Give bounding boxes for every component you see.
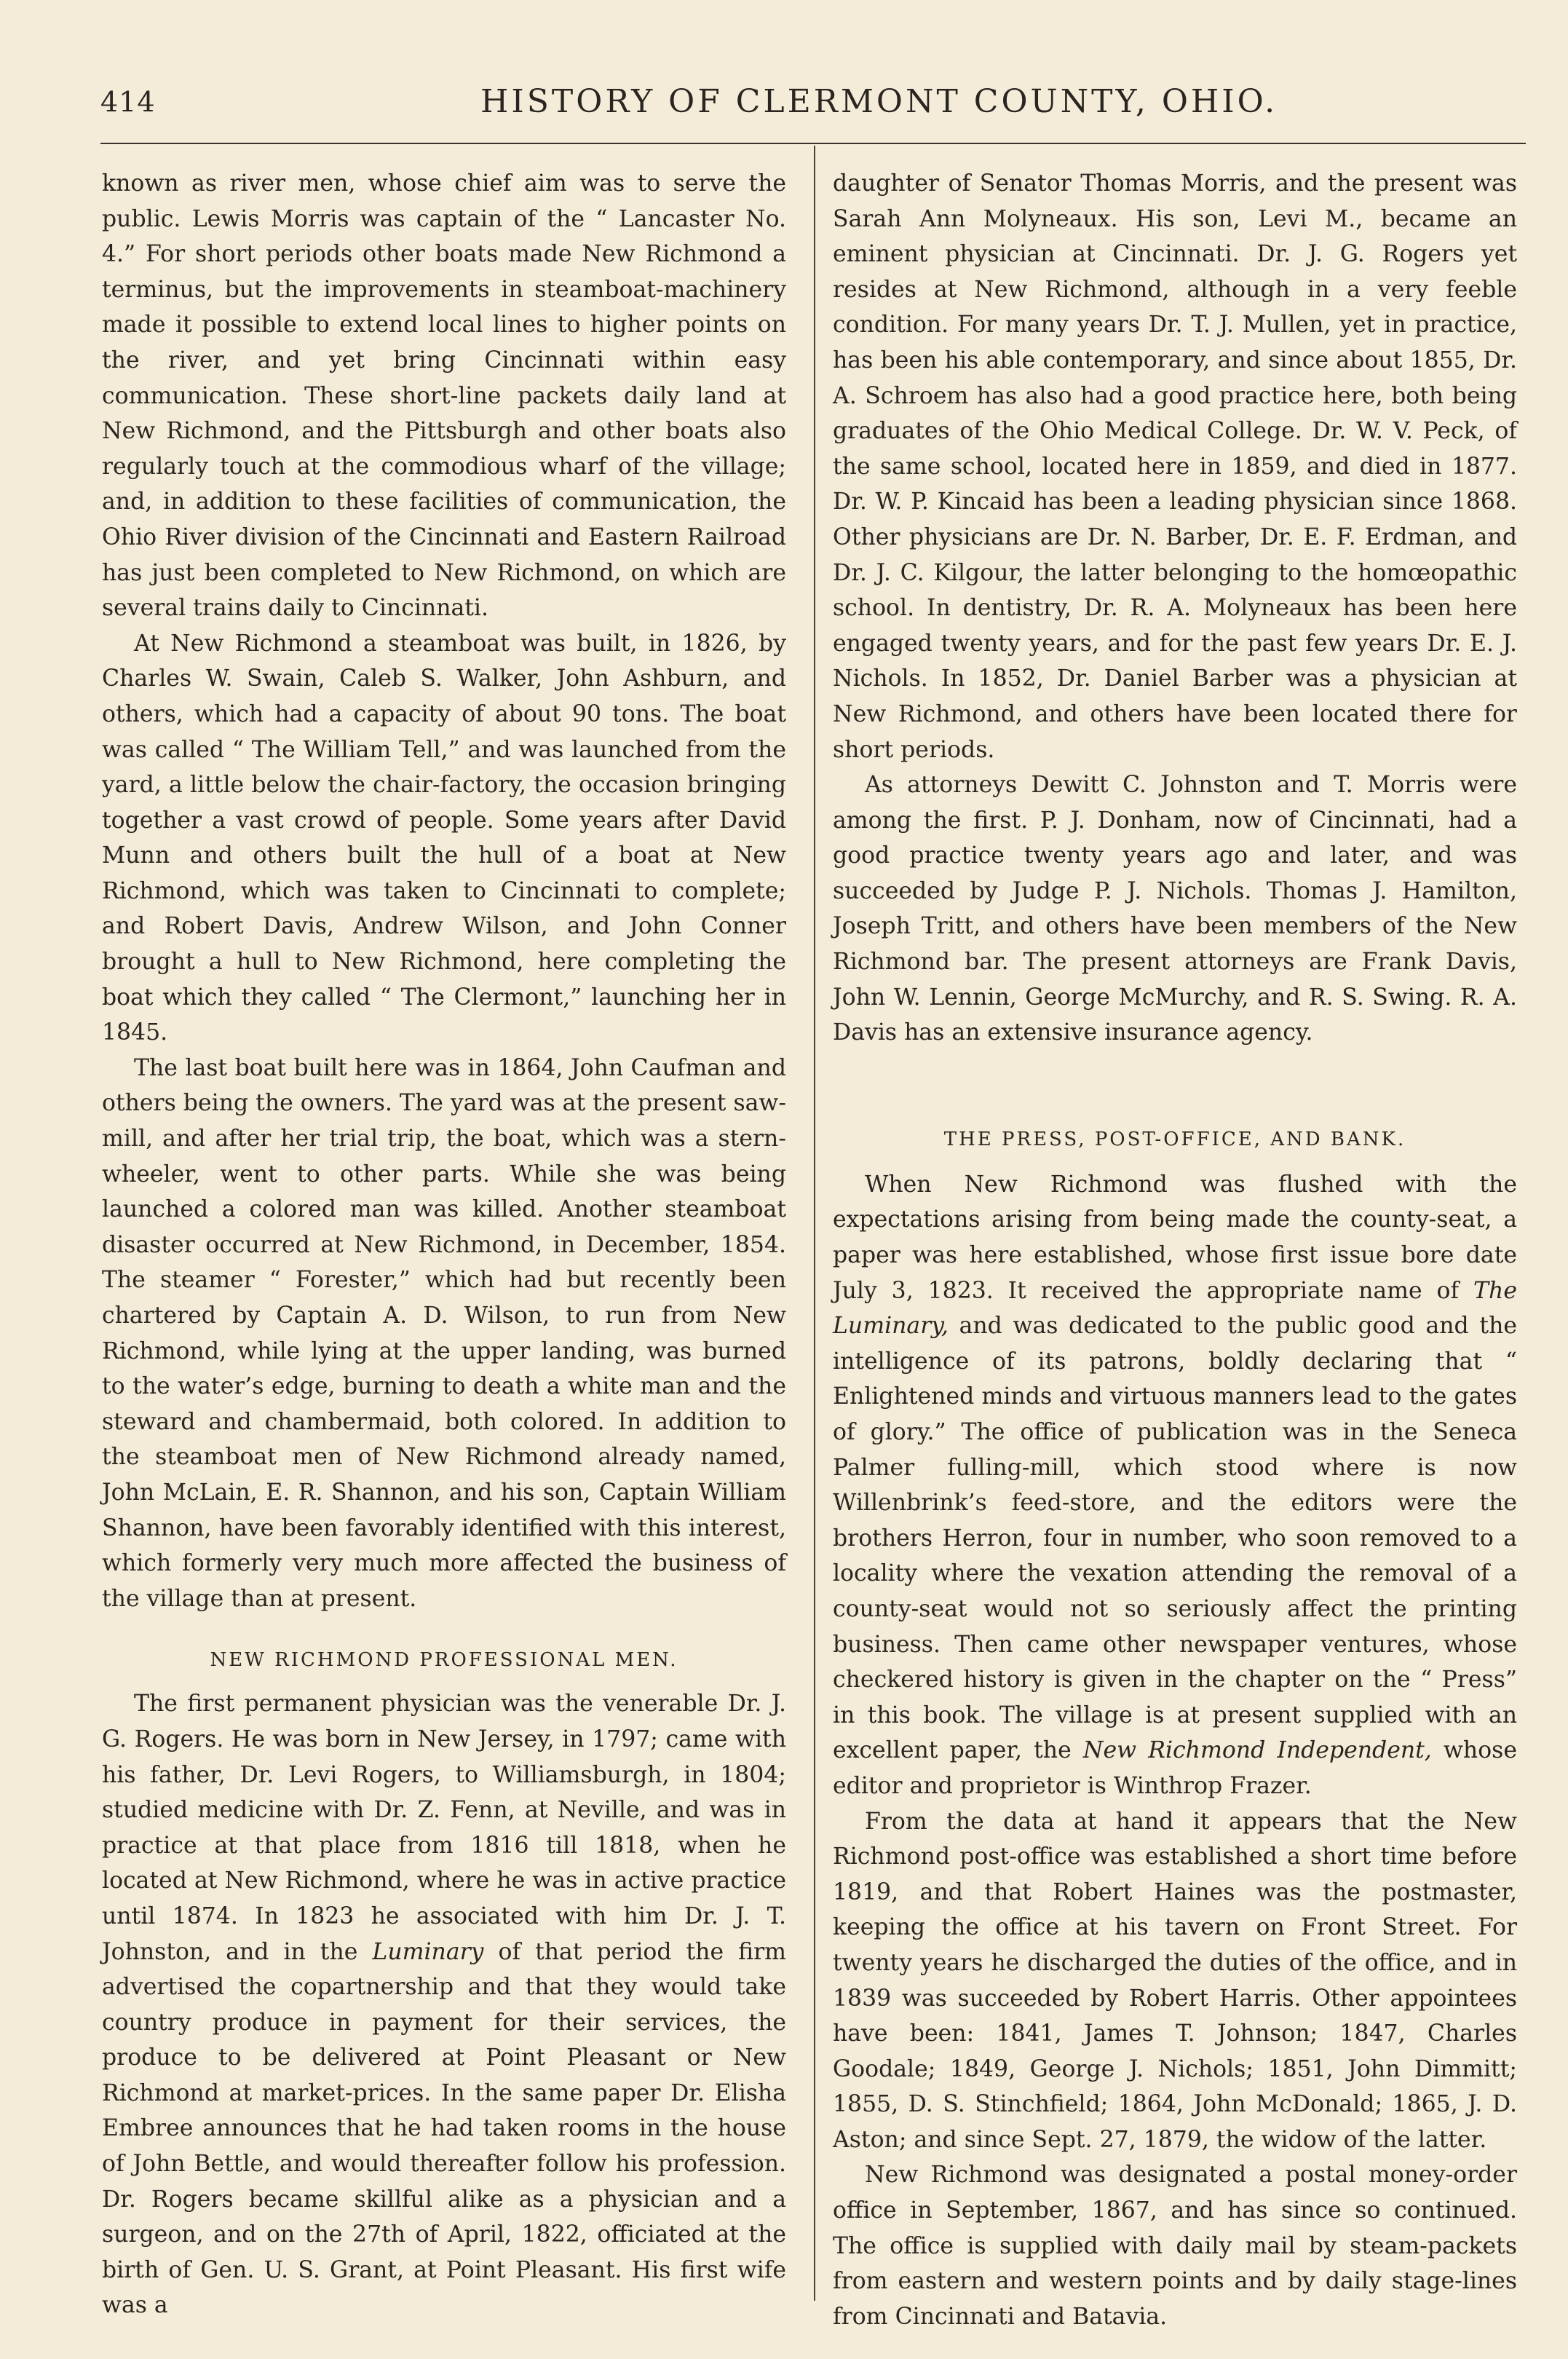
page-number: 414 <box>100 86 156 118</box>
paragraph <box>833 1167 1517 1804</box>
page-header <box>0 80 1568 131</box>
paragraph <box>102 1686 786 2323</box>
header-rule <box>100 143 1526 144</box>
text-run: When New Richmond was flushed with the expectations arising from being made the county-seat, a paper was here established, whose first issue bore date July 3, 1823. It received the appropriate name of <box>833 1171 1517 1304</box>
column-divider <box>814 146 815 2301</box>
paragraph: As attorneys Dewitt C. Johnston and T. Morris were among the first. P. J. Donham, now of Cincinnati, had a good practice twenty years ago and later, and was succeeded by Judge P. J. Nichols. Thomas J. Hamilton, Joseph Tritt, and others have been members of the New Richmond bar. The present attorneys are Frank Davis, John W. Lennin, George McMurchy, and R. S. Swing. R. A. Davis has an extensive insurance agency. <box>833 772 1517 1046</box>
paragraph: daughter of Senator Thomas Morris, and the present was Sarah Ann Molyneaux. His son, Levi M., became an eminent physician at Cincinnati. Dr. J. G. Rogers yet resides at New Richmond, although in a very feeble condition. For many years Dr. T. J. Mullen, yet in practice, has been his able contemporary, and since about 1855, Dr. A. Schroem has also had a good practice here, both being graduates of the Ohio Medical College. Dr. W. V. Peck, of the same school, located here in 1859, and died in 1877. Dr. W. P. Kincaid has been a leading physician since 1868. Other physicians are Dr. N. Barber, Dr. E. F. Erdman, and Dr. J. C. Kilgour, the latter belonging to the homœopathic school. In dentistry, Dr. R. A. Molyneaux has been here engaged twenty years, and for the past few years Dr. E. J. Nichols. In 1852, Dr. Daniel Barber was a physician at New Richmond, and others have been located there for short periods. <box>833 170 1517 763</box>
italic-title: Luminary <box>372 1938 484 1965</box>
text-run: and was dedicated to the public good and the intelligence of its patrons, boldly declaring that “ Enlightened minds and virtuous manners lead to the gates of glory.” The office of publication was in the Seneca Palmer fulling-mill, which stood where is now Willenbrink’s feed-store, and the editors were the brothers Herron, four in number, who soon removed to a locality where the vexation attending the removal of a county-seat would not so seriously affect the printing business. Then came other newspaper ventures, whose checkered history is given in the chapter on the “ Press” in this book. The village is at present supplied with an excellent paper, the <box>833 1313 1517 1764</box>
paragraph: The last boat built here was in 1864, John Caufman and others being the owners. The yard was at the present saw-mill, and after her trial trip, the boat, which was a stern-wheeler, went to other parts. While she was being launched a colored man was killed. Another steamboat disaster occurred at New Richmond, in December, 1854. The steamer “ Forester,” which had but recently been chartered by Captain A. D. Wilson, to run from New Richmond, while lying at the upper landing, was burned to the water’s edge, burning to death a white man and the steward and chambermaid, both colored. In addition to the steamboat men of New Richmond already named, John McLain, E. R. Shannon, and his son, Captain William Shannon, have been favorably identified with this interest, which formerly very much more affected the business of the village than at present. <box>102 1054 786 1612</box>
paragraph: At New Richmond a steamboat was built, in 1826, by Charles W. Swain, Caleb S. Walker, John Ashburn, and others, which had a capacity of about 90 tons. The boat was called “ The William Tell,” and was launched from the yard, a little below the chair-factory, the occasion bringing together a vast crowd of people. Some years after David Munn and others built the hull of a boat at New Richmond, which was taken to Cincinnati to complete; and Robert Davis, Andrew Wilson, and John Conner brought a hull to New Richmond, here completing the boat which they called “ The Clermont,” launching her in 1845. <box>102 630 786 1046</box>
right-column <box>833 166 1517 2334</box>
left-column <box>102 166 786 2323</box>
text-run: whose editor and proprietor is Winthrop Frazer. <box>833 1737 1517 1799</box>
text-run: of that period the firm advertised the copartnership and that they would take country produce in payment for their services, the produce to be delivered at Point Pleasant or New Richmond at market-prices. In the same paper Dr. Elisha Embree announces that he had taken rooms in the house of John Bettle, and would thereafter follow his profession. Dr. Rogers became skillful alike as a physician and a surgeon, and on the 27th of April, 1822, officiated at the birth of Gen. U. S. Grant, at Point Pleasant. His first wife was a <box>102 1938 787 2319</box>
section-heading: THE PRESS, POST-OFFICE, AND BANK. <box>943 1128 1406 1150</box>
italic-title: New Richmond Independent, <box>1082 1737 1432 1764</box>
italic-title: The Luminary, <box>833 1277 1517 1340</box>
text-run: The first permanent physician was the venerable Dr. J. G. Rogers. He was born in New Jersey, in 1797; came with his father, Dr. Levi Rogers, to Williamsburgh, in 1804; studied medicine with Dr. Z. Fenn, at Neville, and was in practice at that place from 1816 till 1818, when he located at New Richmond, where he was in active practice until 1874. In 1823 he associated with him Dr. J. T. Johnston, and in the <box>102 1691 786 1965</box>
paragraph: known as river men, whose chief aim was to serve the public. Lewis Morris was captain of the “ Lancaster No. 4.” For short periods other boats made New Richmond a terminus, but the improvements in steamboat-machinery made it possible to extend local lines to higher points on the river, and yet bring Cincinnati within easy communication. These short-line packets daily land at New Richmond, and the Pittsburgh and other boats also regularly touch at the commodious wharf of the village; and, in addition to these facilities of communication, the Ohio River division of the Cincinnati and Eastern Railroad has just been completed to New Richmond, on which are several trains daily to Cincinnati. <box>102 170 786 622</box>
paragraph: New Richmond was designated a postal money-order office in September, 1867, and has since so continued. The office is supplied with daily mail by steam-packets from eastern and western points and by daily stage-lines from Cincinnati and Batavia. <box>833 2162 1517 2330</box>
running-title: HISTORY OF CLERMONT COUNTY, OHIO. <box>480 83 1278 120</box>
paragraph: From the data at hand it appears that the New Richmond post-office was established a short time before 1819, and that Robert Haines was the postmaster, keeping the office at his tavern on Front Street. For twenty years he discharged the duties of the office, and in 1839 was succeeded by Robert Harris. Other appointees have been: 1841, James T. Johnson; 1847, Charles Goodale; 1849, George J. Nichols; 1851, John Dimmitt; 1855, D. S. Stinchfield; 1864, John McDonald; 1865, J. D. Aston; and since Sept. 27, 1879, the widow of the latter. <box>833 1808 1517 2153</box>
section-heading: NEW RICHMOND PROFESSIONAL MEN. <box>210 1649 678 1672</box>
